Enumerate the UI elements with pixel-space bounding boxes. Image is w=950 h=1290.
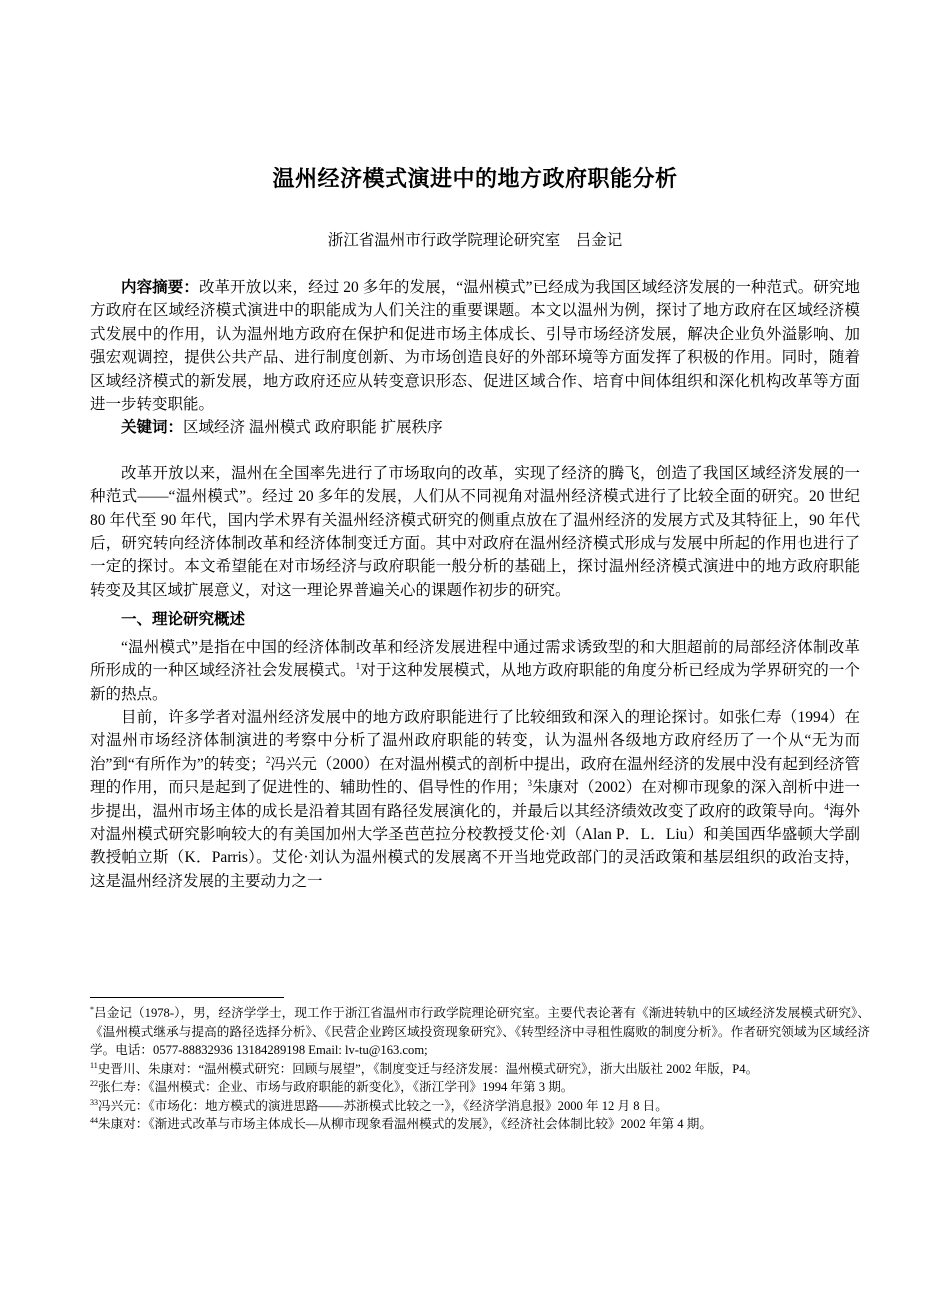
footnote-2: [90, 1078, 870, 1097]
footnote-text: 冯兴元：《市场化：地方模式的演进思路——苏浙模式比较之一》，《经济学消息报》2000 年 12 月 8 日。: [98, 1098, 668, 1113]
footnote-ref-1: 1: [355, 660, 361, 671]
footnote-1: [90, 1060, 870, 1079]
footnote-ref-4: 4: [824, 801, 829, 812]
body-text: 海外对温州模式研究影响较大的有美国加州大学圣芭芭拉分校教授艾伦·刘（Alan P．L．Liu）和美国西华盛顿大学副教授帕立斯（K．Parris）。艾伦·刘认为温州模式的发展离不开当地党政部门的灵活政策和基层组织的政治支持，这是温州经济发展的主要动力之一: [90, 802, 860, 890]
body-text: 冯兴元（2000）在对温州模式的剖析中提出，政府在温州经济的发展中没有起到经济管理的作用，而只是起到了促进性的、辅助性的、倡导性的作用；: [90, 755, 860, 797]
footnote-mark: 22: [90, 1078, 98, 1088]
footnote-text: 张仁寿：《温州模式：企业、市场与政府职能的新变化》，《浙江学刊》1994 年第 3 期。: [98, 1080, 574, 1094]
section1-paragraph-1: [90, 636, 860, 706]
body-text: 目前，许多学者对温州经济发展中的地方政府职能进行了比较细致和深入的理论探讨。如张仁寿（1994）在对温州市场经济体制演进的考察中分析了温州政府职能的转变，认为温州各级地方政府经历了一个从“无为而治”到“有所作为”的转变；: [90, 708, 860, 773]
footnote-text: 朱康对：《渐进式改革与市场主体成长—从柳市现象看温州模式的发展》，《经济社会体制比较》2002 年第 4 期。: [98, 1117, 712, 1131]
abstract-paragraph: [90, 276, 860, 416]
keywords-paragraph: [90, 416, 860, 439]
footnote-mark: 33: [90, 1097, 98, 1107]
footnote-author: [90, 1004, 870, 1060]
footnote-text: 吕金记（1978-），男，经济学学士，现工作于浙江省温州市行政学院理论研究室。主要代表论著有《渐进转轨中的区域经济发展模式研究》、《温州模式继承与提高的路径选择分析》、《民营企业跨区域投资现象研究》、《转型经济中寻租性腐败的制度分析》。作者研究领域为区域经济学。电话：0577-88832936 13184289198 Email: lv-tu@163.com;: [90, 1006, 870, 1057]
section1-paragraph-2: [90, 706, 860, 893]
paper-body: [90, 276, 860, 893]
footnote-4: [90, 1115, 870, 1134]
keywords-label: 关键词：: [121, 418, 184, 437]
abstract-label: 内容摘要：: [121, 278, 199, 296]
paper-title: 温州经济模式演进中的地方政府职能分析: [272, 167, 678, 192]
body-text: 对于这种发展模式，从地方政府职能的角度分析已经成为学界研究的一个新的热点。: [90, 662, 860, 703]
author-affiliation: 浙江省温州市行政学院理论研究室 吕金记: [327, 232, 623, 249]
footnote-text: 史晋川、朱康对：“温州模式研究：回顾与展望”，《制度变迁与经济发展：温州模式研究》，浙大出版社 2002 年版，P4。: [97, 1061, 759, 1076]
footnote-mark: 44: [90, 1115, 98, 1125]
keywords-text: 区域经济 温州模式 政府职能 扩展秩序: [183, 419, 443, 437]
section-heading-1: 一、理论研究概述: [121, 610, 246, 629]
footnote-mark: *: [90, 1004, 94, 1014]
body-text: 朱康对（2002）在对柳市现象的深入剖析中进一步提出，温州市场主体的成长是沿着其固有路径发展演化的，并最后以其经济绩效改变了政府的政策导向。: [90, 779, 860, 820]
footnote-3: [90, 1097, 870, 1116]
footnote-ref-3: 3: [527, 777, 532, 788]
footnotes: [90, 1004, 870, 1134]
footnote-ref-2: 2: [265, 754, 271, 765]
footnote-mark: 11: [90, 1060, 98, 1070]
footnote-separator: [90, 997, 284, 998]
body-text: “温州模式”是指在中国的经济体制改革和经济发展进程中通过需求诱致型的和大胆超前的局部经济体制改革所形成的一种区域经济社会发展模式。: [90, 638, 860, 680]
intro-paragraph: 改革开放以来，温州在全国率先进行了市场取向的改革，实现了经济的腾飞，创造了我国区域经济发展的一种范式——“温州模式”。经过 20 多年的发展，人们从不同视角对温州经济模式进行了比较全面的研究。20 世纪 80 年代至 90 年代，国内学术界有关温州经济模式研究的侧重点放在了温州经济的发展方式及其特征上，90 年代后，研究转向经济体制改革和经济体制变迁方面。其中对政府在温州经济模式形成与发展中所起的作用也进行了一定的探讨。本文希望能在对市场经济与政府职能一般分析的基础上，探讨温州经济模式演进中的地方政府职能转变及其区域扩展意义，对这一理论界普遍关心的课题作初步的研究。: [90, 464, 860, 599]
abstract-text: 改革开放以来，经过 20 多年的发展，“温州模式”已经成为我国区域经济发展的一种范式。研究地方政府在区域经济模式演进中的职能成为人们关注的重要课题。本文以温州为例，探讨了地方政府在区域经济模式发展中的作用，认为温州地方政府在保护和促进市场主体成长、引导市场经济发展，解决企业负外溢影响、加强宏观调控，提供公共产品、进行制度创新、为市场创造良好的外部环境等方面发挥了积极的作用。同时，随着区域经济模式的新发展，地方政府还应从转变意识形态、促进区域合作、培育中间体组织和深化机构改革等方面进一步转变职能。: [90, 279, 860, 414]
